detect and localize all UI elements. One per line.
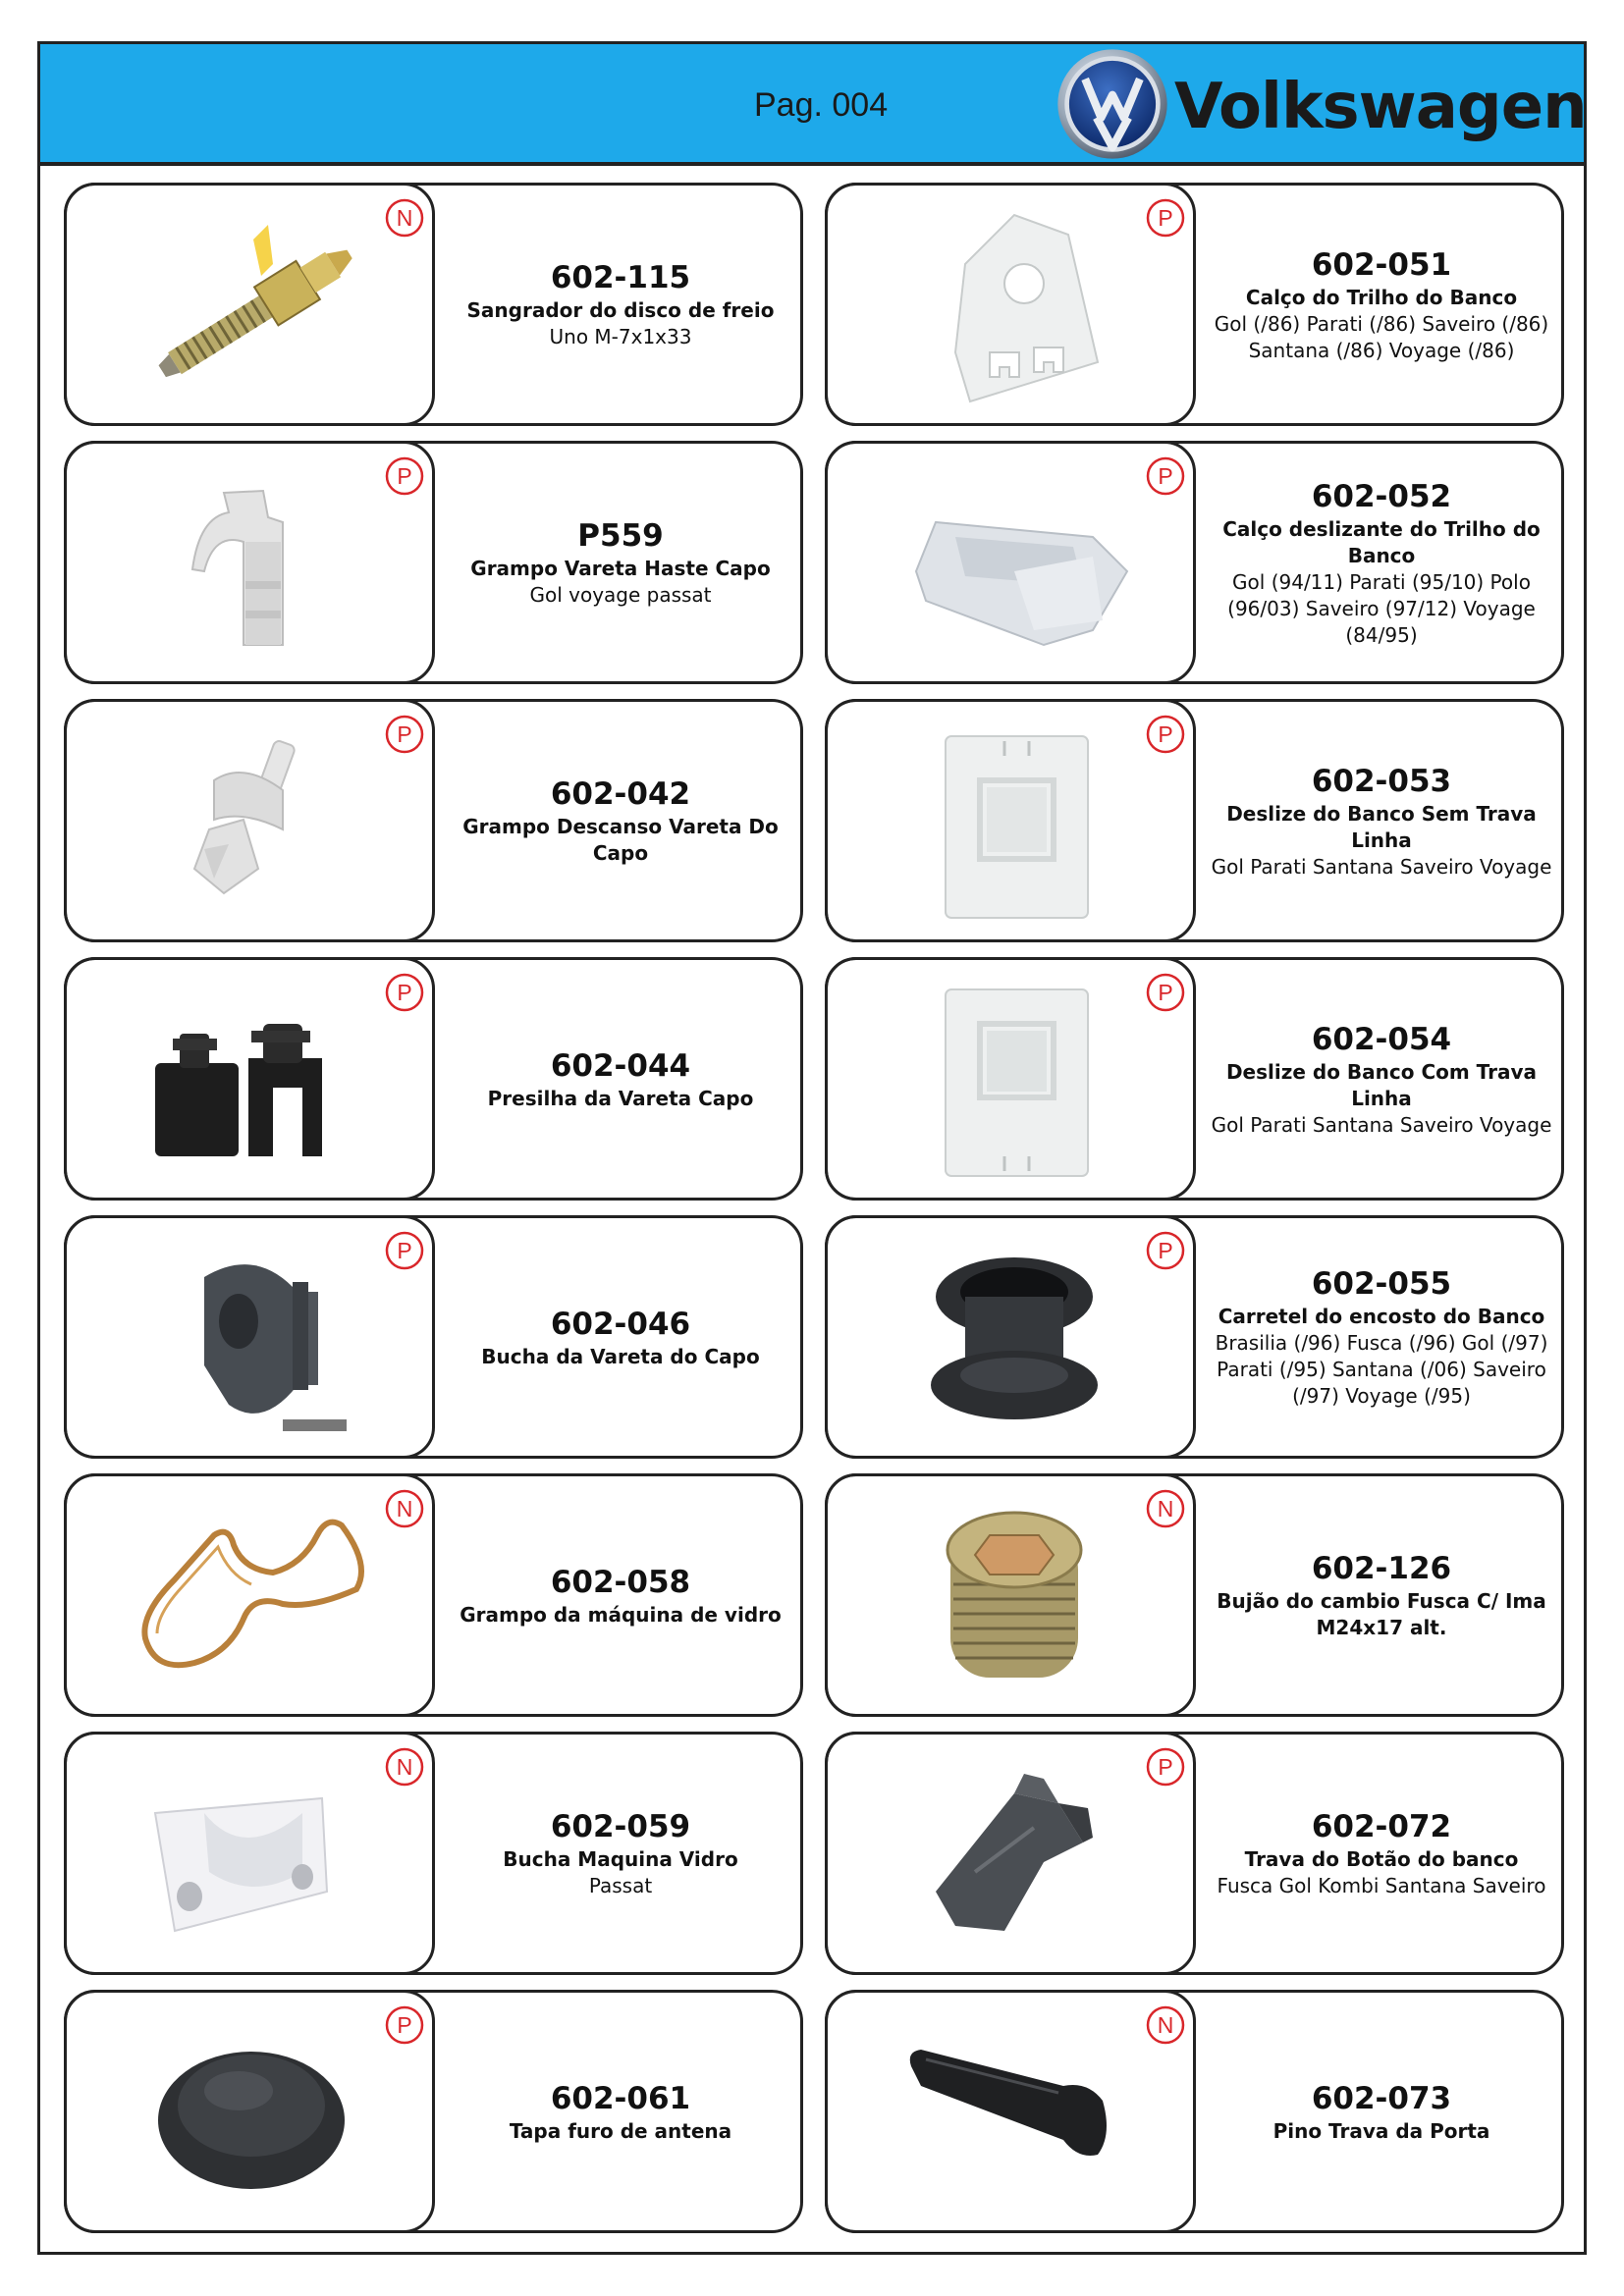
product-image-box <box>64 183 435 426</box>
product-code: 602-115 <box>550 260 691 295</box>
hood-rod-clip-icon <box>135 463 371 665</box>
product-code: 602-073 <box>1311 2080 1452 2116</box>
svg-text:P: P <box>1158 721 1173 747</box>
svg-text:P: P <box>1158 463 1173 489</box>
drain-plug-icon <box>896 1496 1132 1697</box>
product-image-box <box>825 1215 1196 1459</box>
product-title: Bujão do cambio Fusca C/ Ima M24x17 alt. <box>1217 1589 1546 1639</box>
product-description: Brasilia (/96) Fusca (/96) Gol (/97) Parati (/95) Santana (/06) Saveiro (/97) Voyage (/95) <box>1215 1331 1548 1408</box>
sliding-shim-icon <box>896 463 1132 665</box>
product-image-box <box>64 441 435 684</box>
product-card[interactable] <box>825 183 1564 426</box>
product-code: 602-055 <box>1311 1266 1452 1302</box>
bleeder-screw-icon <box>135 205 371 406</box>
product-code: 602-126 <box>1311 1551 1452 1586</box>
volkswagen-logo-icon <box>1056 47 1169 161</box>
seat-button-lock-icon <box>896 1754 1132 1955</box>
product-image-box <box>825 441 1196 684</box>
badge-icon <box>1145 1746 1186 1788</box>
product-card[interactable] <box>825 1215 1564 1459</box>
badge-icon <box>1145 197 1186 239</box>
product-image-box <box>64 957 435 1201</box>
product-title: Trava do Botão do banco <box>1244 1847 1519 1871</box>
svg-text:P: P <box>397 1238 412 1263</box>
product-code: 602-052 <box>1311 478 1452 514</box>
svg-text:P: P <box>397 980 412 1005</box>
product-image-box <box>825 1732 1196 1975</box>
svg-text:P: P <box>397 463 412 489</box>
badge-icon <box>1145 2004 1186 2046</box>
product-description: Passat <box>588 1874 653 1897</box>
product-image-box <box>825 699 1196 942</box>
svg-text:P: P <box>1158 980 1173 1005</box>
product-code: 602-051 <box>1311 246 1452 283</box>
antenna-cap-icon <box>135 2012 371 2214</box>
svg-text:P: P <box>1158 1238 1173 1263</box>
product-card[interactable] <box>825 441 1564 684</box>
seat-rail-shim-icon <box>896 205 1132 406</box>
product-title: Tapa furo de antena <box>509 2118 732 2143</box>
badge-icon <box>1145 1230 1186 1271</box>
badge-icon <box>384 197 425 239</box>
door-lock-pin-icon <box>896 2012 1132 2214</box>
product-card[interactable] <box>825 1732 1564 1975</box>
svg-text:N: N <box>396 1496 413 1522</box>
product-card[interactable] <box>64 1215 803 1459</box>
product-description: Gol voyage passat <box>529 583 712 607</box>
product-card[interactable] <box>64 957 803 1201</box>
product-code: 602-061 <box>550 2080 691 2116</box>
page-number: Pag. 004 <box>754 86 889 124</box>
svg-text:P: P <box>397 721 412 747</box>
product-title: Grampo Vareta Haste Capo <box>470 557 771 580</box>
product-description: Fusca Gol Kombi Santana Saveiro <box>1217 1874 1546 1897</box>
badge-icon <box>384 714 425 755</box>
product-code: 602-072 <box>1311 1809 1452 1844</box>
product-description: Gol Parati Santana Saveiro Voyage <box>1211 1112 1552 1137</box>
product-card[interactable] <box>825 1473 1564 1717</box>
product-description: Gol (/86) Parati (/86) Saveiro (/86) Santana (/86) Voyage (/86) <box>1214 311 1549 362</box>
product-code: 602-054 <box>1311 1021 1452 1057</box>
product-code: P559 <box>577 518 664 554</box>
product-image-box <box>825 183 1196 426</box>
product-image-box <box>64 1473 435 1717</box>
product-code: 602-046 <box>550 1306 691 1342</box>
svg-text:P: P <box>1158 205 1173 231</box>
product-title: Carretel do encosto do Banco <box>1218 1305 1545 1328</box>
product-title: Calço do Trilho do Banco <box>1245 285 1518 309</box>
product-image-box <box>825 1473 1196 1717</box>
product-card[interactable] <box>64 1990 803 2233</box>
seat-slider-icon <box>896 721 1132 923</box>
svg-text:N: N <box>1157 1496 1174 1522</box>
product-card[interactable] <box>64 441 803 684</box>
product-code: 602-059 <box>550 1809 691 1844</box>
product-image-box <box>64 1215 435 1459</box>
product-image-box <box>64 1732 435 1975</box>
product-title: Bucha Maquina Vidro <box>503 1847 738 1871</box>
rod-retainer-icon <box>135 980 371 1181</box>
product-image-box <box>64 699 435 942</box>
seat-slider-lock-icon <box>896 980 1132 1181</box>
badge-icon <box>384 972 425 1013</box>
svg-text:N: N <box>1157 2012 1174 2038</box>
badge-icon <box>384 2004 425 2046</box>
product-image-box <box>825 1990 1196 2233</box>
product-description: Uno M-7x1x33 <box>549 325 692 348</box>
badge-icon <box>384 1488 425 1529</box>
svg-text:P: P <box>397 2012 412 2038</box>
product-card[interactable] <box>825 957 1564 1201</box>
product-title: Bucha da Vareta do Capo <box>481 1344 760 1368</box>
product-title: Calço deslizante do Trilho do Banco <box>1222 516 1541 567</box>
product-description: Gol Parati Santana Saveiro Voyage <box>1211 854 1552 879</box>
product-title: Grampo Descanso Vareta Do Capo <box>462 815 779 865</box>
badge-icon <box>384 455 425 497</box>
hood-rest-clip-icon <box>135 721 371 923</box>
product-title: Deslize do Banco Com Trava Linha <box>1225 1059 1538 1110</box>
badge-icon <box>1145 972 1186 1013</box>
window-bushing-icon <box>135 1754 371 1955</box>
product-code: 602-058 <box>550 1564 691 1600</box>
product-title: Pino Trava da Porta <box>1272 2118 1490 2143</box>
rubber-bushing-icon <box>135 1238 371 1439</box>
brand-name: Volkswagen <box>1174 71 1587 143</box>
product-card[interactable] <box>64 1473 803 1717</box>
product-title: Presilha da Vareta Capo <box>487 1086 754 1110</box>
badge-icon <box>1145 1488 1186 1529</box>
product-title: Grampo da máquina de vidro <box>460 1602 782 1627</box>
product-card[interactable] <box>64 183 803 426</box>
badge-icon <box>1145 714 1186 755</box>
product-title: Sangrador do disco de freio <box>466 298 775 322</box>
svg-text:N: N <box>396 205 413 231</box>
badge-icon <box>384 1746 425 1788</box>
product-description: Gol (94/11) Parati (95/10) Polo (96/03) Saveiro (97/12) Voyage (84/95) <box>1227 569 1536 647</box>
product-title: Deslize do Banco Sem Trava Linha <box>1226 801 1537 852</box>
product-image-box <box>64 1990 435 2233</box>
product-card[interactable] <box>825 1990 1564 2233</box>
svg-text:N: N <box>396 1754 413 1780</box>
wire-clip-icon <box>135 1496 371 1697</box>
product-image-box <box>825 957 1196 1201</box>
svg-text:P: P <box>1158 1754 1173 1780</box>
product-code: 602-042 <box>550 776 691 812</box>
badge-icon <box>1145 455 1186 497</box>
product-code: 602-053 <box>1311 763 1452 799</box>
badge-icon <box>384 1230 425 1271</box>
product-card[interactable] <box>825 699 1564 942</box>
spool-icon <box>896 1238 1132 1439</box>
product-card[interactable] <box>64 699 803 942</box>
product-code: 602-044 <box>550 1047 691 1084</box>
product-card[interactable] <box>64 1732 803 1975</box>
